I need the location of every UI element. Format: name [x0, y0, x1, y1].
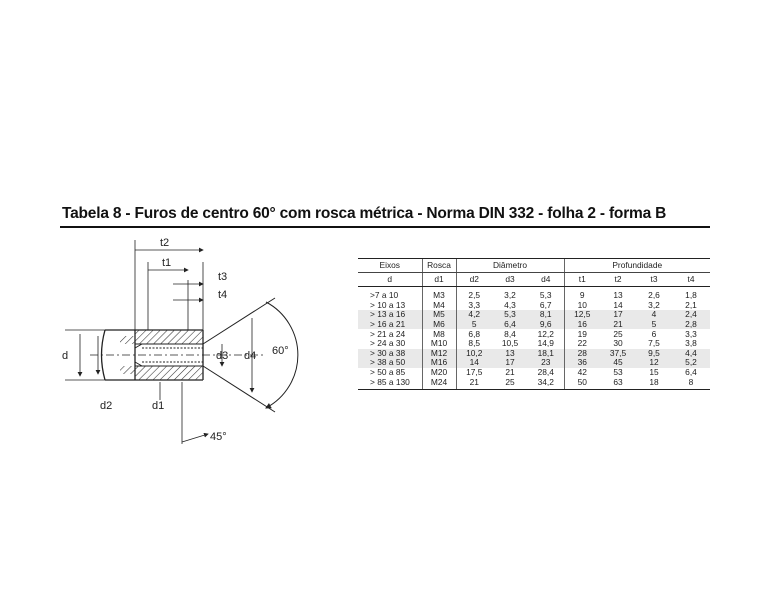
- col-t2: t2: [600, 273, 636, 287]
- table-row: > 16 a 21 M6 5 6,4 9,6 16 21 5 2,8: [358, 320, 710, 330]
- table-row: >7 a 10 M3 2,5 3,2 5,3 9 13 2,6 1,8: [358, 287, 710, 301]
- label-d: d: [62, 350, 69, 362]
- group-diametro: Diâmetro: [456, 259, 564, 273]
- label-t4: t4: [218, 289, 228, 301]
- title-rule: [60, 226, 710, 228]
- group-eixos: Eixos: [358, 259, 422, 273]
- col-d2: d2: [456, 273, 492, 287]
- col-d3: d3: [492, 273, 528, 287]
- group-profundidade: Profundidade: [564, 259, 710, 273]
- table-title: Tabela 8 - Furos de centro 60° com rosca métrica - Norma DIN 332 - folha 2 - forma B: [62, 205, 667, 222]
- label-d3: d3: [216, 350, 229, 362]
- center-hole-drawing: [60, 232, 350, 462]
- table-row: > 10 a 13 M4 3,3 4,3 6,7 10 14 3,2 2,1: [370, 299, 697, 310]
- label-d1: d1: [152, 400, 165, 412]
- col-t1: t1: [564, 273, 600, 287]
- depth-dimensions: [135, 240, 203, 330]
- col-d4: d4: [528, 273, 564, 287]
- table-row: > 85 a 130 M24 21 25 34,2 50 63 18 8: [358, 377, 710, 389]
- label-d4: d4: [244, 350, 257, 362]
- label-d2: d2: [100, 400, 113, 412]
- label-t2: t2: [160, 237, 170, 249]
- table-row: > 21 a 24 M8 6,8 8,4 12,2 19 25 6 3,3: [370, 328, 697, 339]
- table-row: > 24 a 30 M10 8,5 10,5 14,9 22 30 7,5 3,8: [370, 338, 697, 349]
- table-column-header: [358, 273, 710, 287]
- table-row: > 38 a 50 M16 14 17 23 36 45 12 5,2: [358, 358, 710, 368]
- label-angle-chamfer: 45°: [210, 431, 227, 443]
- col-d1: d1: [422, 273, 456, 287]
- label-angle-cone: 60°: [272, 345, 289, 357]
- table-group-header: [358, 259, 710, 273]
- col-d: d: [358, 273, 422, 287]
- label-t1: t1: [162, 257, 172, 269]
- table-row: > 50 a 85 M20 17,5 21 28,4 42 53 15 6,4: [370, 367, 697, 378]
- chamfer-leader: [182, 382, 208, 444]
- col-t3: t3: [636, 273, 672, 287]
- col-t4: t4: [672, 273, 710, 287]
- label-t3: t3: [218, 271, 228, 283]
- table-row: > 13 a 16 M5 4,2 5,3 8,1 12,5 17 4 2,4: [358, 310, 710, 320]
- group-rosca: Rosca: [422, 259, 456, 273]
- spec-table: [358, 258, 710, 390]
- table-row: > 30 a 38 M12 10,2 13 18,1 28 37,5 9,5 4,4: [358, 349, 710, 359]
